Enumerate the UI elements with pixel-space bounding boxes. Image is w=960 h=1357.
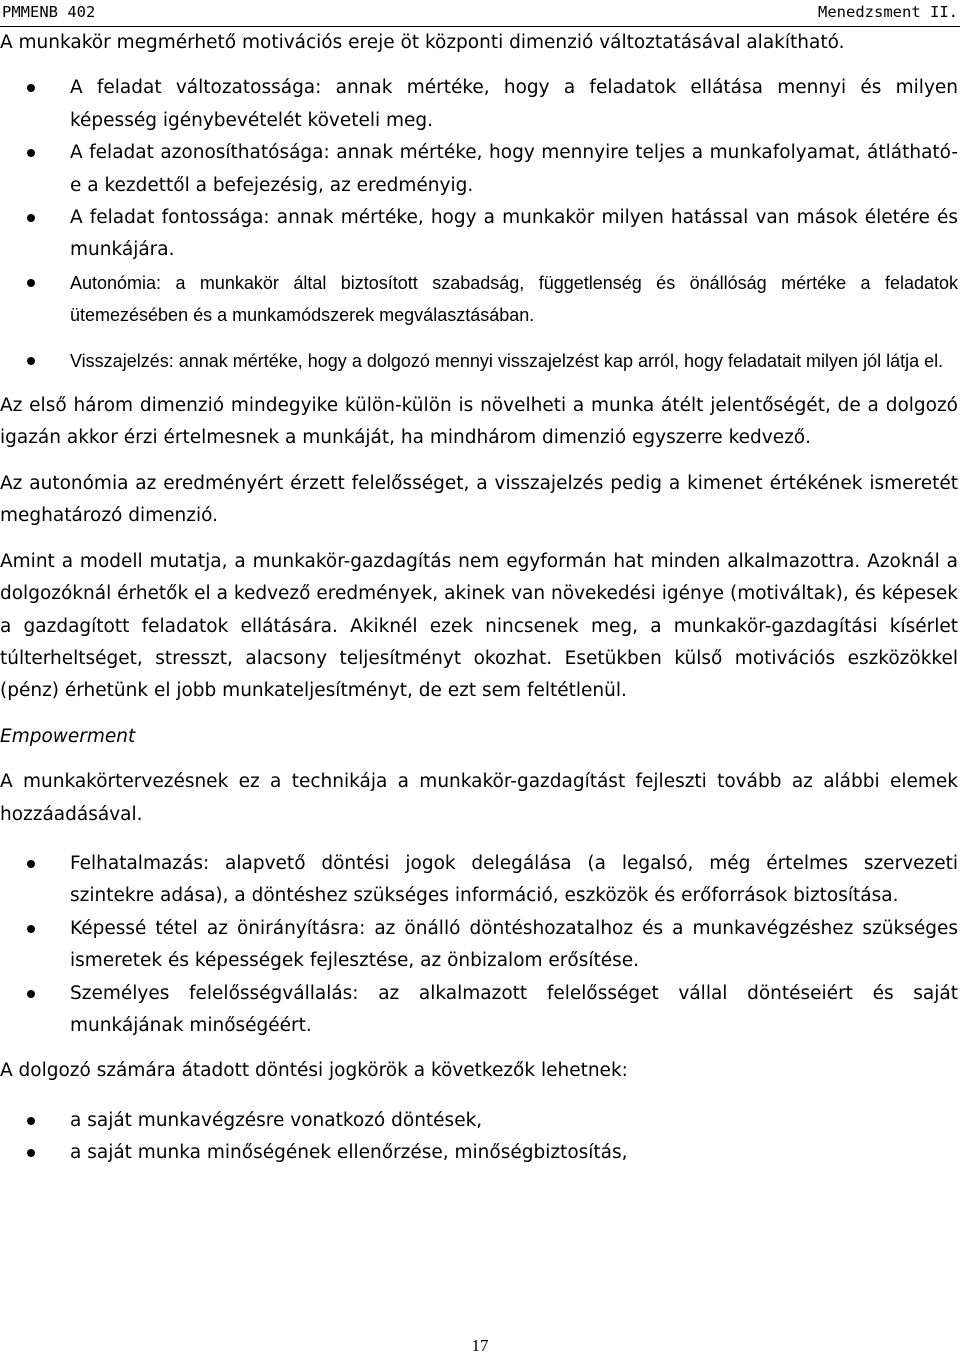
list-item (0, 72, 958, 137)
bullet-icon (27, 1149, 35, 1157)
intro-paragraph: A munkakör megmérhető motivációs ereje öt központi dimenzió változtatásával alakítható. (0, 32, 845, 53)
list-item (0, 848, 958, 913)
course-code: PMMENB 402 (2, 3, 96, 21)
bullet-icon (27, 84, 35, 92)
bullet-icon (27, 925, 35, 933)
paragraph: A dolgozó számára átadott döntési jogkörök a következők lehetnek: (0, 1060, 628, 1082)
page-content (0, 27, 958, 1170)
list-item (0, 1105, 958, 1137)
empowerment-list (0, 848, 958, 1042)
page-number: 17 (471, 1336, 489, 1355)
list-item (0, 1137, 958, 1169)
list-item (0, 202, 958, 267)
section-heading: Empowerment (0, 725, 136, 747)
bullet-icon (27, 860, 35, 868)
list-item-text: A feladat változatossága: annak mértéke, hogy a feladatok ellátása mennyi és milyen képesség igénybevételét követeli meg. (70, 77, 958, 131)
dimension-list (0, 72, 958, 377)
list-item-text: A feladat fontossága: annak mértéke, hogy a munkakör milyen hatással van mások életére és munkájára. (70, 207, 958, 261)
list-item-text: Személyes felelősségvállalás: az alkalmazott felelősséget vállal döntéseiért és saját munkájának minőségéért. (70, 982, 958, 1036)
list-item (0, 345, 958, 377)
list-item (0, 978, 958, 1043)
rights-list (0, 1105, 958, 1170)
paragraph: Az autonómia az eredményért érzett felelősséget, a visszajelzés pedig a kimenet értékének ismeretét meghatározó dimenzió. (0, 472, 958, 527)
page-header (0, 0, 960, 27)
list-item-text: a saját munka minőségének ellenőrzése, minőségbiztosítás, (70, 1142, 628, 1164)
bullet-icon (27, 1117, 35, 1125)
course-title: Menedzsment II. (818, 3, 958, 21)
list-item-text: a saját munkavégzésre vonatkozó döntések, (70, 1109, 483, 1131)
bullet-icon (27, 214, 35, 222)
paragraph: Amint a modell mutatja, a munkakör-gazdagítás nem egyformán hat minden alkalmazottra. Azoknál a dolgozóknál érhetők el a kedvező eredmények, akinek van növekedési igénye (motiváltak), és képesek a gazdagított feladatok ellátására. Akiknél ezek nincsenek meg, a munkakör-gazdagítási kísérlet túlterheltséget, stresszt, alacsony teljesítményt okozhat. Esetükben külső motivációs eszközökkel (pénz) érhetünk el jobb munkateljesítményt, de ezt sem feltétlenül. (0, 550, 958, 702)
list-item-text: Képessé tétel az önirányításra: az önálló döntéshozatalhoz és a munkavégzéshez szükséges ismeretek és képességek fejlesztése, az önbizalom erősítése. (70, 917, 958, 972)
list-item (0, 137, 958, 202)
list-item-text: Felhatalmazás: alapvető döntési jogok delegálása (a legalsó, még értelmes szervezeti szintekre adása), a döntéshez szükséges információ, eszközök és erőforrások biztosítása. (70, 852, 958, 907)
list-item (0, 913, 958, 978)
paragraph: Az első három dimenzió mindegyike külön-külön is növelheti a munka átélt jelentőségét, de a dolgozó igazán akkor érzi értelmesnek a munkáját, ha mindhárom dimenzió egyszerre kedvező. (0, 395, 958, 449)
bullet-icon (27, 990, 35, 998)
bullet-icon (27, 357, 35, 365)
list-item-text: A feladat azonosíthatósága: annak mértéke, hogy mennyire teljes a munkafolyamat, átlátható-e a kezdettől a befejezésig, az eredményig. (70, 142, 958, 196)
list-item-text: Autonómia: a munkakör által biztosított szabadság, függetlenség és önállóság mértéke a feladatok ütemezésében és a munkamódszerek megválasztásában. (70, 272, 958, 326)
bullet-icon (27, 149, 35, 157)
list-item (0, 267, 958, 332)
list-item-text: Visszajelzés: annak mértéke, hogy a dolgozó mennyi visszajelzést kap arról, hogy feladatait milyen jól látja el. (70, 350, 944, 371)
bullet-icon (27, 279, 35, 287)
paragraph: A munkakörtervezésnek ez a technikája a munkakör-gazdagítást fejleszti tovább az alábbi elemek hozzáadásával. (0, 771, 958, 825)
